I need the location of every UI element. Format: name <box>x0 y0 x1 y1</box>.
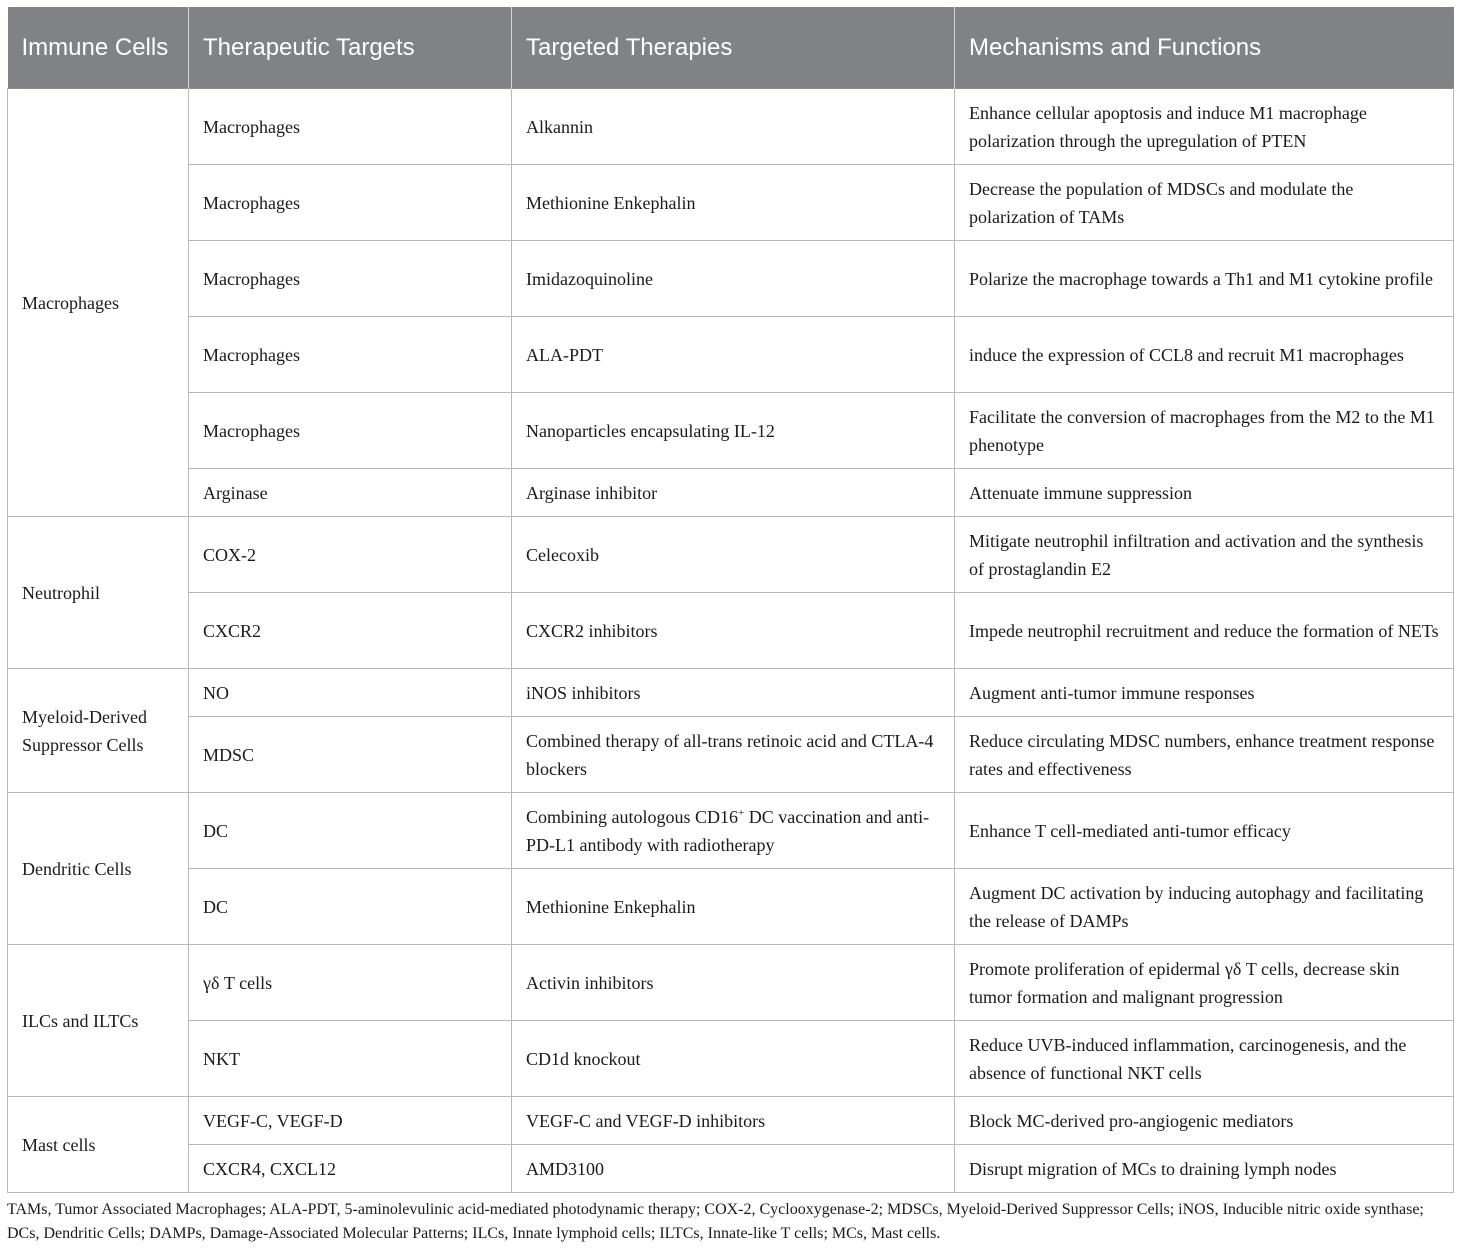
therapy-cell <box>512 793 955 869</box>
immune-cell-group: Mast cells <box>8 1097 189 1193</box>
target-cell: Macrophages <box>189 241 512 317</box>
table-row <box>8 241 1454 317</box>
table-row <box>8 793 1454 869</box>
mechanism-cell: Enhance T cell-mediated anti-tumor efficacy <box>955 793 1454 869</box>
table-row <box>8 1097 1454 1145</box>
header-therapeutic-targets: Therapeutic Targets <box>189 7 512 89</box>
therapy-cell: Arginase inhibitor <box>512 469 955 517</box>
table-row <box>8 317 1454 393</box>
mechanism-cell: Augment anti-tumor immune responses <box>955 669 1454 717</box>
target-cell: COX-2 <box>189 517 512 593</box>
mechanism-cell: Impede neutrophil recruitment and reduce the formation of NETs <box>955 593 1454 669</box>
table-row <box>8 593 1454 669</box>
therapy-text-post: DC vaccination and anti-PD-L1 antibody with radiotherapy <box>526 806 930 855</box>
table-header <box>8 7 1454 89</box>
table-row <box>8 869 1454 945</box>
target-cell: DC <box>189 869 512 945</box>
header-row <box>8 7 1454 89</box>
header-targeted-therapies: Targeted Therapies <box>512 7 955 89</box>
target-cell: Arginase <box>189 469 512 517</box>
mechanism-cell: Decrease the population of MDSCs and modulate the polarization of TAMs <box>955 165 1454 241</box>
target-cell: MDSC <box>189 717 512 793</box>
table-row <box>8 1145 1454 1193</box>
therapy-cell: ALA-PDT <box>512 317 955 393</box>
mechanism-cell: Reduce UVB-induced inflammation, carcinogenesis, and the absence of functional NKT cells <box>955 1021 1454 1097</box>
therapy-cell: Imidazoquinoline <box>512 241 955 317</box>
target-cell: Macrophages <box>189 393 512 469</box>
target-cell: NO <box>189 669 512 717</box>
therapy-cell: CD1d knockout <box>512 1021 955 1097</box>
target-cell: Macrophages <box>189 89 512 165</box>
therapy-cell: Alkannin <box>512 89 955 165</box>
therapy-cell: Activin inhibitors <box>512 945 955 1021</box>
target-cell: γδ T cells <box>189 945 512 1021</box>
table-body <box>8 89 1454 1193</box>
table-row <box>8 945 1454 1021</box>
target-cell: CXCR2 <box>189 593 512 669</box>
target-cell: CXCR4, CXCL12 <box>189 1145 512 1193</box>
target-cell: VEGF-C, VEGF-D <box>189 1097 512 1145</box>
therapy-cell: VEGF-C and VEGF-D inhibitors <box>512 1097 955 1145</box>
therapy-cell: Celecoxib <box>512 517 955 593</box>
mechanism-cell: Block MC-derived pro-angiogenic mediators <box>955 1097 1454 1145</box>
table-row <box>8 1021 1454 1097</box>
superscript-plus: + <box>738 806 745 819</box>
target-cell: NKT <box>189 1021 512 1097</box>
target-cell: Macrophages <box>189 317 512 393</box>
target-cell: Macrophages <box>189 165 512 241</box>
table-row <box>8 717 1454 793</box>
mechanism-cell: Promote proliferation of epidermal γδ T cells, decrease skin tumor formation and malignant progression <box>955 945 1454 1021</box>
mechanism-cell: Attenuate immune suppression <box>955 469 1454 517</box>
therapy-cell: CXCR2 inhibitors <box>512 593 955 669</box>
table-row <box>8 393 1454 469</box>
table-row <box>8 517 1454 593</box>
immune-cell-group: Myeloid-Derived Suppressor Cells <box>8 669 189 793</box>
therapy-cell: Methionine Enkephalin <box>512 165 955 241</box>
mechanism-cell: Polarize the macrophage towards a Th1 and M1 cytokine profile <box>955 241 1454 317</box>
mechanism-cell: Facilitate the conversion of macrophages from the M2 to the M1 phenotype <box>955 393 1454 469</box>
table-row <box>8 669 1454 717</box>
immune-cell-group: ILCs and ILTCs <box>8 945 189 1097</box>
therapy-text-pre: Combining autologous CD16 <box>526 806 739 827</box>
header-mechanisms-functions: Mechanisms and Functions <box>955 7 1454 89</box>
target-cell: DC <box>189 793 512 869</box>
mechanism-cell: Reduce circulating MDSC numbers, enhance treatment response rates and effectiveness <box>955 717 1454 793</box>
therapy-cell: iNOS inhibitors <box>512 669 955 717</box>
therapy-cell: AMD3100 <box>512 1145 955 1193</box>
header-immune-cells: Immune Cells <box>8 7 189 89</box>
table-row <box>8 469 1454 517</box>
therapy-cell: Methionine Enkephalin <box>512 869 955 945</box>
mechanism-cell: Enhance cellular apoptosis and induce M1 macrophage polarization through the upregulation of PTEN <box>955 89 1454 165</box>
mechanism-cell: induce the expression of CCL8 and recruit M1 macrophages <box>955 317 1454 393</box>
immune-cell-group: Neutrophil <box>8 517 189 669</box>
mechanism-cell: Disrupt migration of MCs to draining lymph nodes <box>955 1145 1454 1193</box>
therapy-cell: Nanoparticles encapsulating IL-12 <box>512 393 955 469</box>
immune-cell-group: Macrophages <box>8 89 189 517</box>
table-row <box>8 89 1454 165</box>
mechanism-cell: Augment DC activation by inducing autophagy and facilitating the release of DAMPs <box>955 869 1454 945</box>
immune-cell-group: Dendritic Cells <box>8 793 189 945</box>
therapies-table <box>7 7 1454 1193</box>
table-row <box>8 165 1454 241</box>
table-footnote: TAMs, Tumor Associated Macrophages; ALA-PDT, 5-aminolevulinic acid-mediated photodynamic therapy; COX-2, Cyclooxygenase-2; MDSCs, Myeloid-Derived Suppressor Cells; iNOS, Inducible nitric oxide synthase; DCs, Dendritic Cells; DAMPs, Damage-Associated Molecular Patterns; ILCs, Innate lymphoid cells; ILTCs, Innate-like T cells; MCs, Mast cells. <box>7 1201 1424 1242</box>
therapy-cell: Combined therapy of all-trans retinoic acid and CTLA-4 blockers <box>512 717 955 793</box>
mechanism-cell: Mitigate neutrophil infiltration and activation and the synthesis of prostaglandin E2 <box>955 517 1454 593</box>
